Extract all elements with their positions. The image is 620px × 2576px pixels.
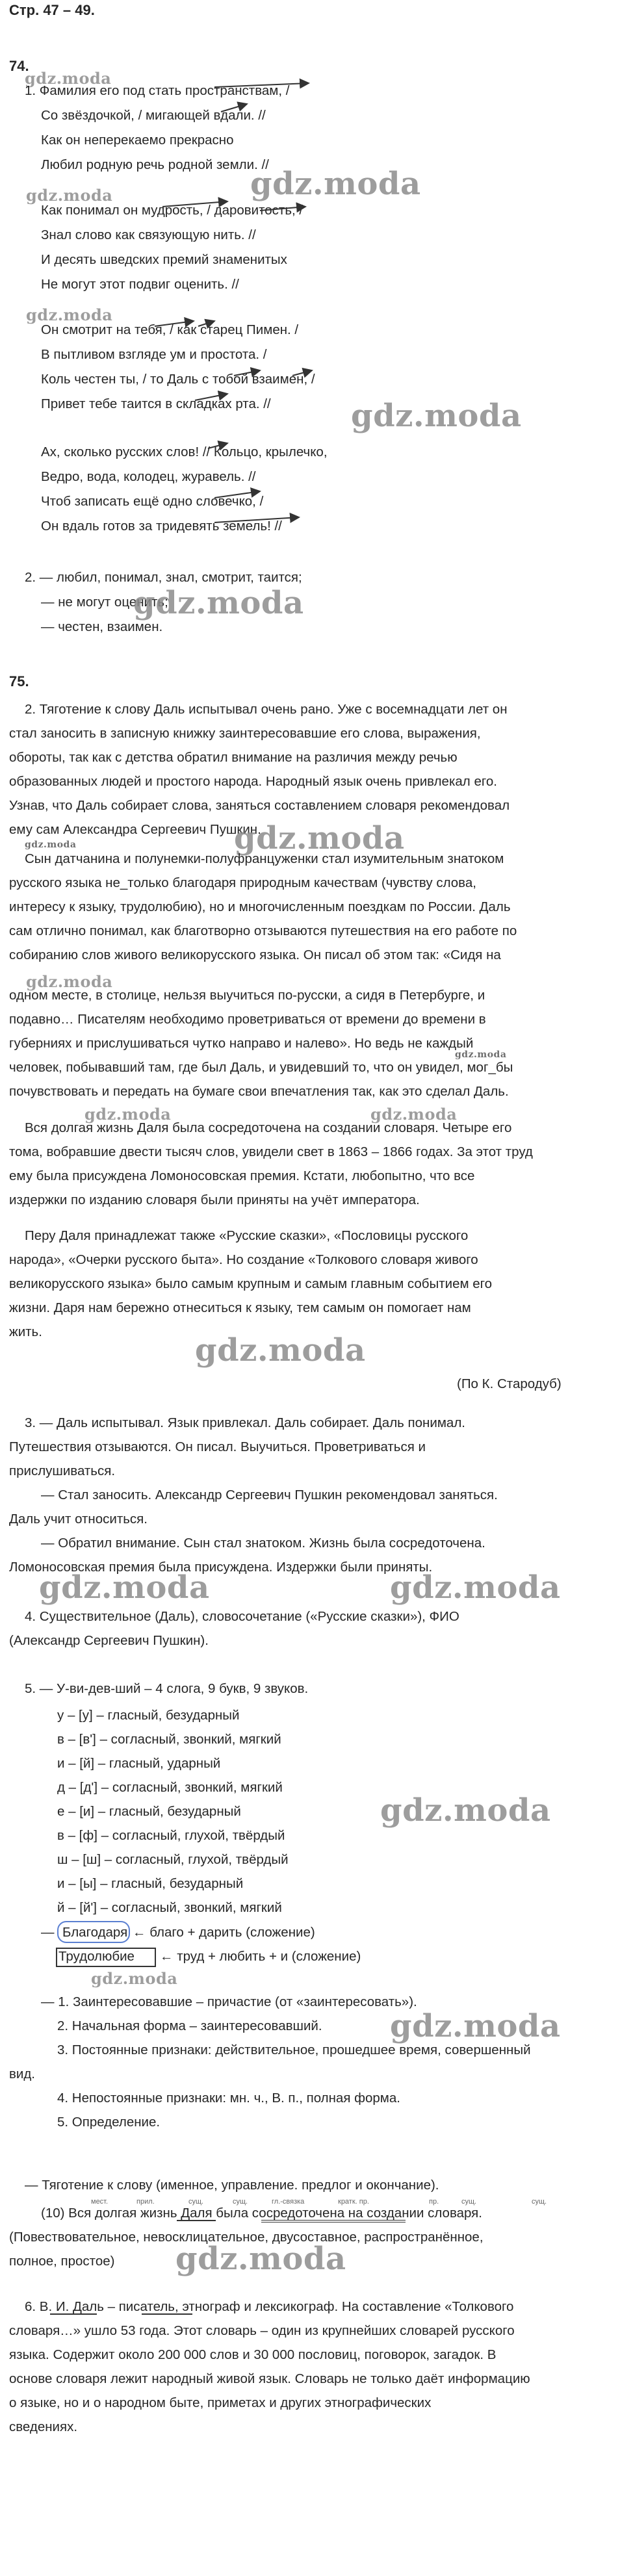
text-line: Узнав, что Даль собирает слова, заняться составлением словаря рекомендовал <box>9 798 510 813</box>
task-3-line: Путешествия отзываются. Он писал. Выучиться. Проветриваться и <box>9 1439 426 1454</box>
morph-line: 4. Непостоянные признаки: мн. ч., В. п., полная форма. <box>57 2091 400 2106</box>
phonetic-row: д – [д'] – согласный, звонкий, мягкий <box>57 1780 283 1795</box>
text-line: великорусского языка» было самым крупным и самым главным событием его <box>9 1276 493 1291</box>
dash: — <box>41 1925 55 1940</box>
word-blagodarya: Благодаря <box>62 1925 128 1940</box>
poem-line: Коль честен ты, / то Даль с тобой взаимен, / <box>41 372 315 387</box>
watermark: gdz.moda <box>175 2241 346 2277</box>
poem-line: Как понимал он мудрость, / даровитость, / <box>41 203 304 218</box>
poem-line: Ведро, вода, колодец, журавель. // <box>41 469 256 484</box>
text-line: ему была присуждена Ломоносовская премия. Кстати, любопытно, что все <box>9 1168 475 1183</box>
task-3-line: Даль учит относиться. <box>9 1512 148 1526</box>
watermark: gdz.moda <box>234 820 405 857</box>
predicate-underline <box>142 2313 192 2315</box>
text-line: жизни. Даря нам бережно отнеситься к языку, тем самым он помогает нам <box>9 1300 471 1315</box>
subject-underline <box>50 2313 97 2315</box>
task-6-line: 6. В. И. Даль – писатель, этнограф и лексикограф. На составление «Толкового <box>25 2299 514 2314</box>
text-line: почувствовать и передать на бумаге свои впечатления так, как это сделал Даль. <box>9 1084 509 1099</box>
watermark: gdz.moda <box>25 69 112 88</box>
task-2-line: — честен, взаимен. <box>41 619 163 634</box>
watermark: gdz.moda <box>380 1792 551 1829</box>
pos-label: сущ. <box>233 2198 248 2206</box>
watermark: gdz.moda <box>84 1105 172 1124</box>
task-6-line: языка. Содержит около 200 000 слов и 30 000 пословиц, поговорок, загадок. В <box>9 2347 497 2362</box>
phonetic-row: у – [у] – гласный, безударный <box>57 1708 240 1723</box>
pos-label: сущ. <box>532 2198 547 2206</box>
text-line: подавно… Писателям необходимо проветриваться от времени до времени в <box>9 1012 486 1027</box>
text-line: жить. <box>9 1324 42 1339</box>
poem-line: Со звёздочкой, / мигающей вдали. // <box>41 108 266 123</box>
poem-line: Он вдаль готов за тридевять земель! // <box>41 519 282 534</box>
watermark: gdz.moda <box>195 1332 366 1369</box>
word-formation: ← благо + дарить (сложение) <box>133 1925 315 1940</box>
morph-line: вид. <box>9 2067 35 2081</box>
intonation-arrows <box>0 0 620 585</box>
pos-label: прил. <box>136 2198 155 2206</box>
pos-label: мест. <box>91 2198 109 2206</box>
sentence-description: полное, простое) <box>9 2254 115 2269</box>
text-line: Вся долгая жизнь Даля была сосредоточена на создании словаря. Четыре его <box>25 1120 512 1135</box>
watermark: gdz.moda <box>133 585 304 621</box>
phonetic-row: е – [и] – гласный, безударный <box>57 1804 241 1819</box>
morph-line: 2. Начальная форма – заинтересовавший. <box>57 2018 322 2033</box>
morph-line: 5. Определение. <box>57 2115 161 2130</box>
page-header: Стр. 47 – 49. <box>9 2 95 18</box>
text-line: собиранию слов живого великорусского языка. Он писал об этом так: «Сидя на <box>9 947 501 962</box>
morph-line: — 1. Заинтересовавшие – причастие (от «заинтересовать»). <box>41 1994 417 2009</box>
watermark: gdz.moda <box>250 166 421 202</box>
pos-label: гл.-связка <box>272 2198 305 2206</box>
task-2-line: — не могут оценить; <box>41 595 168 610</box>
task-3-line: Ломоносовская премия была присуждена. Издержки были приняты. <box>9 1560 433 1575</box>
phonetic-row: в – [ф] – согласный, глухой, твёрдый <box>57 1828 285 1843</box>
task-5-heading: 5. — У-ви-дев-ший – 4 слога, 9 букв, 9 звуков. <box>25 1681 309 1696</box>
watermark: gdz.moda <box>26 972 113 991</box>
text-line: одном месте, в столице, нельзя выучиться по-русски, а сидя в Петербурге, и <box>9 988 485 1003</box>
phonetic-row: и – [ы] – гласный, безударный <box>57 1876 244 1891</box>
poem-line: Он смотрит на тебя, / как старец Пимен. / <box>41 322 299 337</box>
pos-label: сущ. <box>461 2198 477 2206</box>
task-3-line: 3. — Даль испытывал. Язык привлекал. Даль собирает. Даль понимал. <box>25 1415 465 1430</box>
text-line: сам отлично понимал, как благотворно отзываются путешествия на его работе по <box>9 923 517 938</box>
text-line: обороты, так как с детства обратил внимание на различия между речью <box>9 750 458 765</box>
text-line: тома, вобравшие двести тысяч слов, увидели свет в 1863 – 1866 годах. За этот труд <box>9 1144 533 1159</box>
text-line: стал заносить в записную книжку заинтересовавшие его слова, выражения, <box>9 726 481 741</box>
sentence-description: (Повествовательное, невосклицательное, двусоставное, распространённое, <box>9 2230 484 2245</box>
task-3-line: прислушиваться. <box>9 1463 116 1478</box>
task-6-line: о языке, но и о народном быте, приметах и других этнографических <box>9 2395 432 2410</box>
poem-line: Ах, сколько русских слов! // Кольцо, крылечко, <box>41 444 328 459</box>
task-4-line: (Александр Сергеевич Пушкин). <box>9 1633 209 1648</box>
poem-line: Не могут этот подвиг оценить. // <box>41 277 239 292</box>
text-line: Перу Даля принадлежат также «Русские сказки», «Пословицы русского <box>25 1228 469 1243</box>
poem-line: Как он неперекаемо прекрасно <box>41 133 234 148</box>
text-line: человек, побывавший там, где был Даль, и увидевший то, что он увидел, мог_бы <box>9 1060 513 1075</box>
pos-label: сущ. <box>188 2198 204 2206</box>
text-line: интересу к языку, трудолюбию), но и многочисленным поездкам по России. Даль <box>9 899 511 914</box>
subject-underline <box>177 2220 216 2221</box>
poem-line: Привет тебе таится в складках рта. // <box>41 396 271 411</box>
watermark: gdz.moda <box>455 1050 507 1060</box>
word-trudolyubie: Трудолюбие <box>58 1949 135 1964</box>
text-line: народа», «Очерки русского быта». Но создание «Толкового словаря живого <box>9 1252 478 1267</box>
pos-label: пр. <box>429 2198 439 2206</box>
predicate-underline <box>261 2220 406 2222</box>
text-line: ему сам Александра Сергеевич Пушкин. <box>9 822 261 837</box>
watermark: gdz.moda <box>39 1569 210 1606</box>
text-line: Сын датчанина и полунемки-полуфранцуженки стал изумительным знатоком <box>25 851 504 866</box>
pos-label: кратк. пр. <box>338 2198 369 2206</box>
task-4-line: 4. Существительное (Даль), словосочетание («Русские сказки»), ФИО <box>25 1609 459 1624</box>
task-6-line: словаря…» ушло 53 года. Этот словарь – один из крупнейших словарей русского <box>9 2323 515 2338</box>
task-6-line: основе словаря лежит народный живой язык. Словарь не только даёт информацию <box>9 2371 530 2386</box>
text-line: 2. Тяготение к слову Даль испытывал очень рано. Уже с восемнадцати лет он <box>25 702 508 717</box>
poem-line: Знал слово как связующую нить. // <box>41 227 256 242</box>
task-3-line: — Стал заносить. Александр Сергеевич Пушкин рекомендовал заняться. <box>41 1488 498 1502</box>
poem-line: И десять шведских премий знаменитых <box>41 252 287 267</box>
watermark: gdz.moda <box>351 398 522 434</box>
phonetic-row: й – [й'] – согласный, звонкий, мягкий <box>57 1900 282 1915</box>
watermark: gdz.moda <box>91 1969 178 1988</box>
watermark: gdz.moda <box>390 2008 561 2044</box>
poem-line: Любил родную речь родной земли. // <box>41 157 269 172</box>
text-line: издержки по изданию словаря были приняты на учёт императора. <box>9 1192 420 1207</box>
watermark: gdz.moda <box>26 305 113 324</box>
text-line: образованных людей и простого народа. Народный язык очень привлекал его. <box>9 774 497 789</box>
poem-line: Чтоб записать ещё одно словечко, / <box>41 494 264 509</box>
phonetic-row: в – [в'] – согласный, звонкий, мягкий <box>57 1732 281 1747</box>
task-3-line: — Обратил внимание. Сын стал знатоком. Жизнь была сосредоточена. <box>41 1536 485 1551</box>
morph-line: 3. Постоянные признаки: действительное, прошедшее время, совершенный <box>57 2042 531 2057</box>
exercise-74-number: 74. <box>9 58 29 74</box>
watermark: gdz.moda <box>26 186 113 205</box>
sentence-10: (10) Вся долгая жизнь Даля была сосредоточена на создании словаря. <box>41 2206 482 2221</box>
task-6-line: сведениях. <box>9 2419 78 2434</box>
collocation-line: — Тяготение к слову (именное, управление. предлог и окончание). <box>25 2178 439 2193</box>
watermark: gdz.moda <box>370 1105 458 1124</box>
poem-line: В пытливом взгляде ум и простота. / <box>41 347 267 362</box>
watermark: gdz.moda <box>25 840 77 850</box>
author-credit: (По К. Стародуб) <box>457 1376 562 1391</box>
poem-line: 1. Фамилия его под стать пространствам, / <box>25 83 290 98</box>
phonetic-row: ш – [ш] – согласный, глухой, твёрдый <box>57 1852 289 1867</box>
text-line: русского языка не_только благодаря природным качествам (чувству слова, <box>9 875 476 890</box>
text-line: губерниях и прислушиваться чутко направо и налево». Но ведь не каждый <box>9 1036 474 1051</box>
exercise-75-number: 75. <box>9 673 29 689</box>
phonetic-row: и – [й] – гласный, ударный <box>57 1756 221 1771</box>
word-formation: ← труд + любить + и (сложение) <box>160 1949 361 1964</box>
watermark: gdz.moda <box>390 1569 561 1606</box>
task-2-line: 2. — любил, понимал, знал, смотрит, таится; <box>25 570 302 585</box>
